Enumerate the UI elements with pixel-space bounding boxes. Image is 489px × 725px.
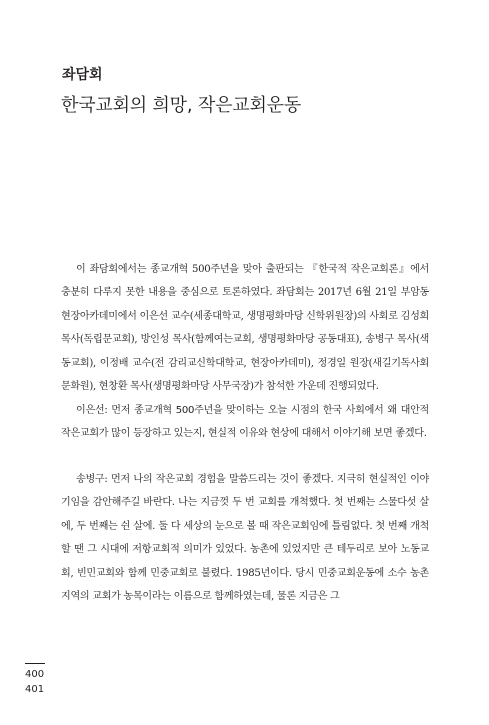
article-title: 한국교회의 희망, 작은교회운동 — [61, 95, 302, 116]
page-number-rule — [25, 663, 45, 664]
page-number-left: 400 — [25, 669, 45, 680]
moderator-question-paragraph: 이은선: 먼저 종교개혁 500주년을 맞이하는 오늘 시점의 한국 사회에서 왜 대안적 작은교회가 많이 등장하고 있는지, 현실적 이유와 현상에 대해서 이야기해 보면 좋겠다. — [61, 405, 429, 440]
page-number-right: 401 — [25, 684, 45, 695]
section-label: 좌담회 — [62, 67, 103, 83]
intro-paragraph: 이 좌담회에서는 종교개혁 500주년을 맞아 출판되는 『한국적 작은교회론』에서 충분히 다루지 못한 내용을 중심으로 토론하였다. 좌담회는 2017년 6월 21일 부암동 현장아카데미에서 이은선 교수(세종대학교, 생명평화마당 신학위원장)의 사회로 김성희 목사(독립문교회), 방인성 목사(함께여는교회, 생명평화마당 공동대표), 송병구 목사(색동교회), 이정배 교수(전 감리교신학대학교, 현장아카데미), 정경일 원장(새길기독사회문화원), 현창환 목사(생명평화마당 사무국장)가 참석한 가운데 진행되었다. — [61, 264, 429, 393]
answer-paragraph: 송병구: 먼저 나의 작은교회 경험을 말씀드리는 것이 좋겠다. 지극히 현실적인 이야기임을 감안해주길 바란다. 나는 지금껏 두 번 교회를 개척했다. 첫 번째는 스물다섯 살에, 두 번째는 쉰 살에. 둘 다 세상의 눈으로 볼 때 작은교회임에 틀림없다. 첫 번째 개척할 땐 그 시대에 저항교회적 의미가 있었다. 농촌에 있었지만 큰 테두리로 보아 노동교회, 빈민교회와 함께 민중교회로 불렸다. 1985년이다. 당시 민중교회운동에 소수 농촌 지역의 교회가 농목이라는 이름으로 함께하였는데, 물론 지금은 그 — [61, 474, 429, 603]
